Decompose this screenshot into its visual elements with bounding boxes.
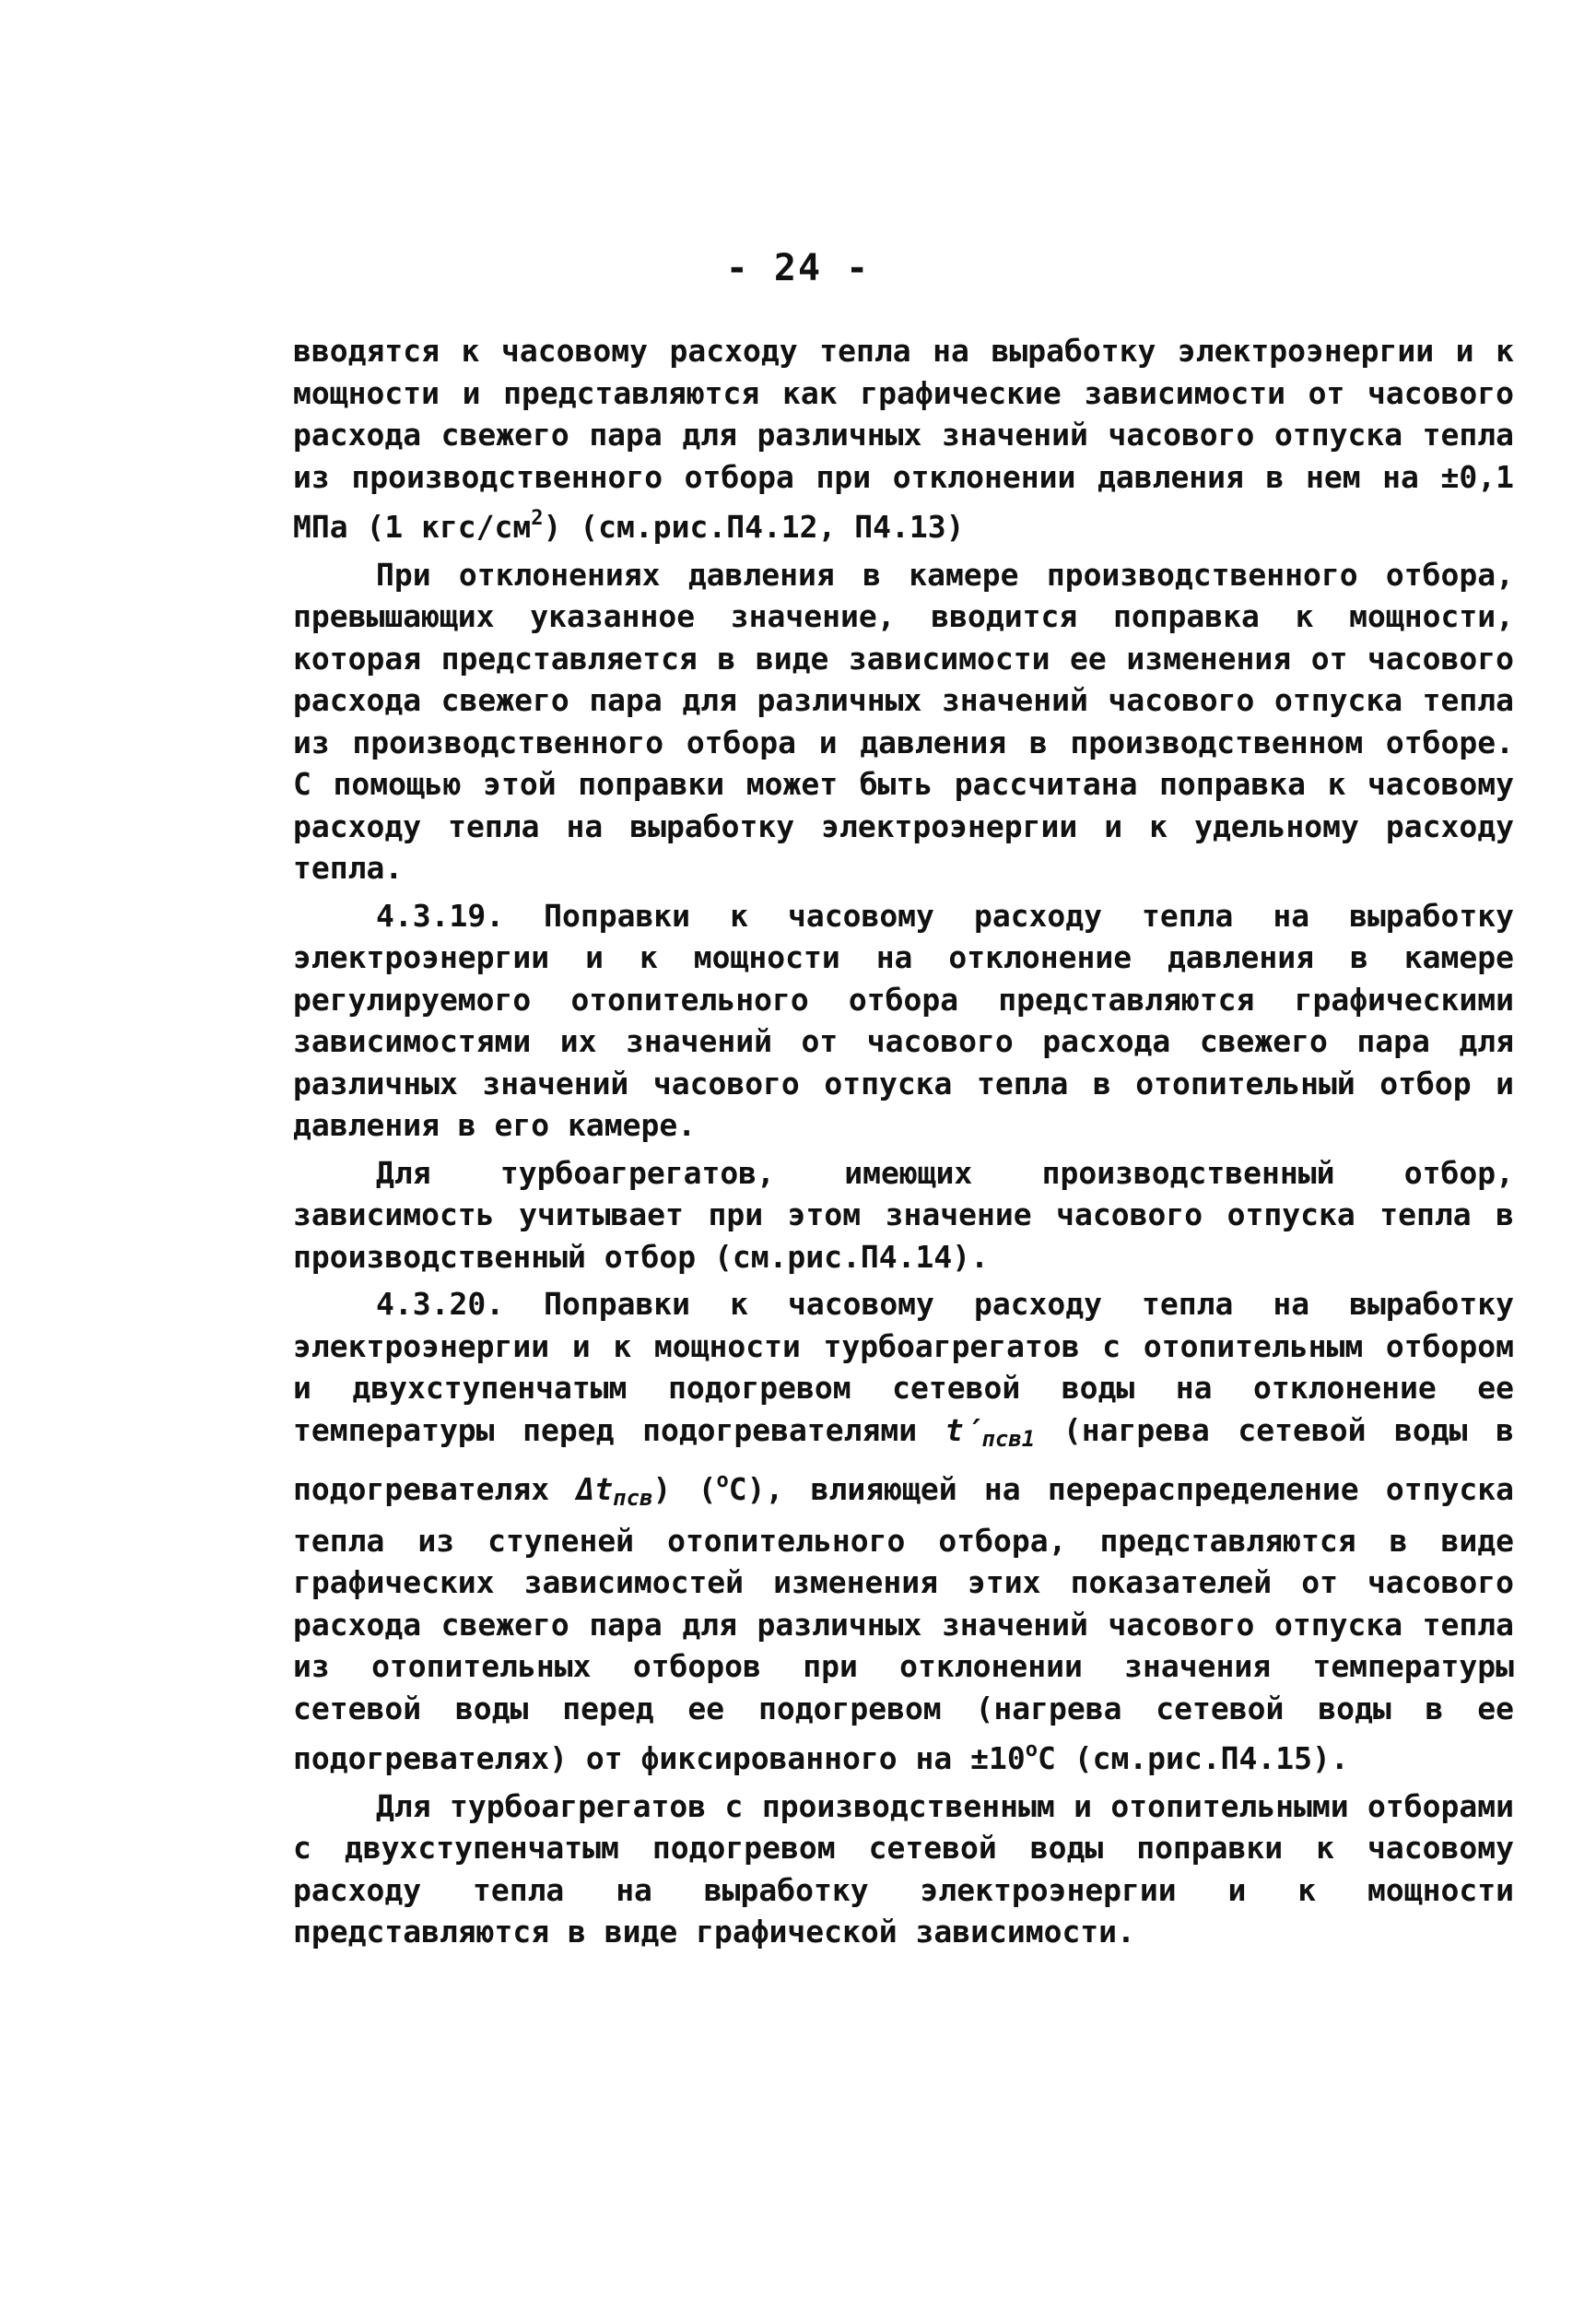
paragraph <box>293 895 1514 1147</box>
paragraph-text: Для турбоагрегатов с производственным и отопительными отборами с двухступенчатым подогревом сетевой воды поправки к часовому расходу тепла на выработку электроэнергии и к мощности представляются в виде графической зависимости. <box>293 1787 1514 1950</box>
paragraph <box>293 330 1514 548</box>
page-number: - 24 - <box>725 247 871 289</box>
paragraph-text: С (см.рис.П4.15). <box>1037 1740 1349 1776</box>
formula-fragment: 2 <box>531 507 544 530</box>
formula-fragment: о <box>1025 1738 1038 1761</box>
formula-fragment: t′ <box>945 1411 982 1448</box>
paragraph-text: 4.3.19. Поправки к часовому расходу тепла на выработку электроэнергии и к мощности на отклонение давления в камере регулируемого отопительного отбора представляются графическими зависимостями их значений от часового расхода свежего пара для различных значений часового отпуска тепла в отопительный отбор и давления в его камере. <box>293 897 1514 1143</box>
paragraph-text: ) (см.рис.П4.12, П4.13) <box>543 509 965 545</box>
paragraph-text: При отклонениях давления в камере производственного отбора, превышающих указанное значение, вводится поправка к мощности, которая представляется в виде зависимости ее изменения от часового расхода свежего пара для различных значений часового отпуска тепла из производственного отбора и давления в производственном отборе. С помощью этой поправки может быть рассчитана поправка к часовому расходу тепла на выработку электроэнергии и к удельному расходу тепла. <box>293 556 1514 886</box>
paragraph <box>293 1785 1514 1953</box>
paragraph <box>293 1283 1514 1780</box>
formula-fragment: о <box>716 1469 729 1492</box>
paragraph-text: (нагрева сетевой воды в подогревателях <box>293 1411 1514 1507</box>
paragraph-text: С), влияющей на перераспределение отпуска тепла из ступеней отопительного отбора, представляются в виде графических зависимостей изменения этих показателей от часового расхода свежего пара для различных значений часового отпуска тепла из отопительных отборов при отклонении значения температуры сетевой воды перед ее подогревом (нагрева сетевой воды в ее подогревателях) от фиксированного на ±10 <box>293 1471 1514 1776</box>
paragraph-text: вводятся к часовому расходу тепла на выработку электроэнергии и к мощности и представляются как графические зависимости от часового расхода свежего пара для различных значений часового отпуска тепла из производственного отбора при отклонении давления в нем на ±0,1 МПа (1 кгс/см <box>293 333 1514 545</box>
page-body <box>293 330 1514 1953</box>
formula-fragment: псв1 <box>981 1425 1036 1452</box>
paragraph-text: Для турбоагрегатов, имеющих производственный отбор, зависимость учитывает при этом значение часового отпуска тепла в производственный отбор (см.рис.П4.14). <box>293 1154 1514 1275</box>
paragraph <box>293 554 1514 890</box>
formula-fragment: псв <box>613 1485 653 1511</box>
paragraph <box>293 1152 1514 1278</box>
paragraph-text: ) ( <box>652 1471 717 1507</box>
formula-fragment: Δt <box>576 1471 614 1507</box>
paragraph-text: 4.3.20. Поправки к часовому расходу тепла на выработку электроэнергии и к мощности турбоагрегатов с отопительным отбором и двухступенчатым подогревом сетевой воды на отклонение ее температуры перед подогревателями <box>293 1286 1514 1448</box>
